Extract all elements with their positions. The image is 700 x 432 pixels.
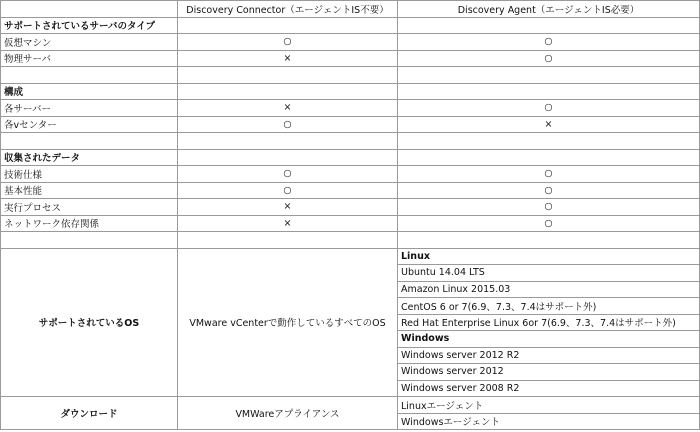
- os-item: Ubuntu 14.04 LTS: [398, 265, 700, 282]
- spacer-row: [1, 133, 700, 150]
- section-title-collected-data: 収集されたデータ: [1, 149, 178, 166]
- table-row: [1, 215, 700, 232]
- row-label: 技術仕様: [1, 166, 178, 183]
- connector-mark: ○: [178, 116, 398, 133]
- row-label: 各サーバー: [1, 100, 178, 117]
- row-label: 各vセンター: [1, 116, 178, 133]
- os-item: Windows server 2012 R2: [398, 347, 700, 364]
- empty-cell: [178, 83, 398, 100]
- agent-mark: ○: [398, 50, 700, 67]
- row-label: 物理サーバ: [1, 50, 178, 67]
- table-row: [1, 34, 700, 51]
- download-item: Linuxエージェント: [398, 397, 700, 414]
- table-row: [1, 166, 700, 183]
- agent-mark: ×: [398, 116, 700, 133]
- connector-mark: ○: [178, 182, 398, 199]
- agent-mark: ○: [398, 199, 700, 216]
- header-row: [1, 1, 700, 18]
- os-item: Amazon Linux 2015.03: [398, 281, 700, 298]
- os-item: Windows server 2012: [398, 364, 700, 381]
- connector-mark: ×: [178, 100, 398, 117]
- agent-mark: ○: [398, 215, 700, 232]
- connector-mark: ×: [178, 215, 398, 232]
- connector-mark: ○: [178, 34, 398, 51]
- table-row: [1, 50, 700, 67]
- spacer-row: [1, 232, 700, 249]
- os-item: Red Hat Enterprise Linux 6or 7(6.9、7.3、7.4はサポート外): [398, 314, 700, 331]
- empty-cell: [398, 83, 700, 100]
- row-label: 仮想マシン: [1, 34, 178, 51]
- empty-cell: [398, 149, 700, 166]
- section-header-row: [1, 17, 700, 34]
- row-label: 実行プロセス: [1, 199, 178, 216]
- header-agent: Discovery Agent（エージェントIS必要）: [398, 1, 700, 18]
- os-group-windows: Windows: [398, 331, 700, 348]
- row-label: 基本性能: [1, 182, 178, 199]
- download-row: [1, 397, 700, 414]
- os-item: Windows server 2008 R2: [398, 380, 700, 397]
- row-label: ネットワーク依存関係: [1, 215, 178, 232]
- empty-cell: [398, 17, 700, 34]
- os-item: CentOS 6 or 7(6.9、7.3、7.4はサポート外): [398, 298, 700, 315]
- supported-os-label: サポートされているOS: [1, 248, 178, 397]
- table-row: [1, 116, 700, 133]
- supported-os-connector: VMware vCenterで動作しているすべてのOS: [178, 248, 398, 397]
- agent-mark: ○: [398, 100, 700, 117]
- table-row: [1, 182, 700, 199]
- agent-mark: ○: [398, 34, 700, 51]
- supported-os-row: [1, 248, 700, 265]
- agent-mark: ○: [398, 182, 700, 199]
- empty-cell: [178, 17, 398, 34]
- table-row: [1, 100, 700, 117]
- section-title-configuration: 構成: [1, 83, 178, 100]
- section-header-row: [1, 83, 700, 100]
- empty-cell: [178, 149, 398, 166]
- connector-mark: ×: [178, 199, 398, 216]
- section-title-server-types: サポートされているサーバのタイプ: [1, 17, 178, 34]
- download-connector: VMWareアプライアンス: [178, 397, 398, 430]
- download-item: Windowsエージェント: [398, 413, 700, 430]
- download-label: ダウンロード: [1, 397, 178, 430]
- header-connector: Discovery Connector（エージェントIS不要）: [178, 1, 398, 18]
- table-row: [1, 199, 700, 216]
- header-blank-cell: [1, 1, 178, 18]
- spacer-row: [1, 67, 700, 84]
- section-header-row: [1, 149, 700, 166]
- agent-mark: ○: [398, 166, 700, 183]
- os-group-linux: Linux: [398, 248, 700, 265]
- connector-mark: ○: [178, 166, 398, 183]
- connector-mark: ×: [178, 50, 398, 67]
